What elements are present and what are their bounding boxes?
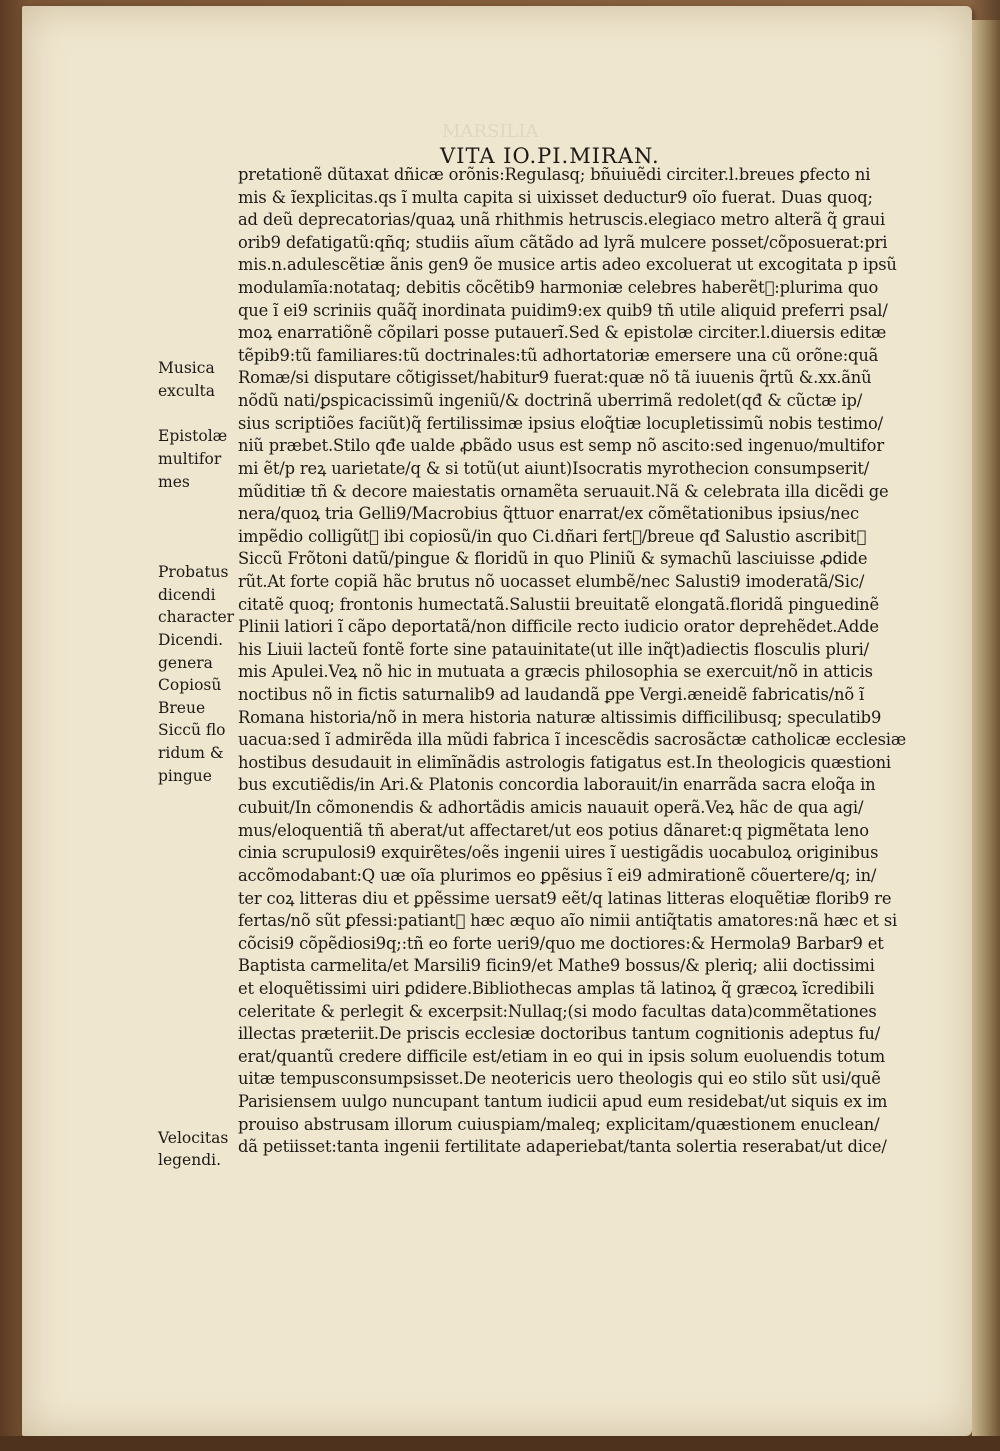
text-line: mis Apulei.Veꝝ nõ hic in mutuata a græcis philosophia se exercuit/nõ in atticis xyxy=(238,662,873,682)
margin-note: Musica xyxy=(158,359,215,378)
text-line: Plinii latiori ĩ cãpo deportatã/non difficile recto iudicio orator deprehẽdet.Adde xyxy=(238,617,879,637)
text-line: Romana historia/nõ in mera historia naturæ altissimis difficilibusq; speculatib9 xyxy=(238,707,882,727)
margin-note: Probatus xyxy=(158,563,229,582)
text-line: et eloquẽtissimi uiri ꝑdidere.Bibliothecas amplas tã latinoꝝ q̃ græcoꝝ ĩcredibili xyxy=(238,978,875,998)
text-line: impẽdio colligũtᷣ ibi copiosũ/in quo Ci.dñari fertᷣ/breue qđ Salustio ascribitᷣ xyxy=(238,526,867,546)
margin-note: Copiosũ xyxy=(158,676,222,695)
text-line: modulamĩa:notataq; debitis cõcẽtib9 harmoniæ celebres haberẽtᷣ:plurima quo xyxy=(238,278,879,298)
text-line: prouiso abstrusam illorum cuiuspiam/maleq; explicitam/quæstionem enuclean/ xyxy=(238,1114,880,1134)
text-line: orib9 defatigatũ:qñq; studiis aĩum cãtãdo ad lyrã mulcere posset/cõposuerat:pri xyxy=(238,232,888,252)
text-line: mus/eloquentiã tñ aberat/ut affectaret/ut eos potius dãnaret:q pigmẽtata leno xyxy=(238,820,869,840)
text-line: Siccũ Frõtoni datũ/pingue & floridũ in quo Pliniũ & symachũ lasciuisse ꝓdide xyxy=(238,549,868,569)
margin-note: mes xyxy=(158,472,190,491)
text-line: fertas/nõ sũt ꝑfessi:patiantᷣ hæc æquo aĩo nimii antiq̃tatis amatores:nã hæc et si xyxy=(238,911,898,931)
bottom-shadow xyxy=(0,1436,1000,1451)
margin-note: ridum & xyxy=(158,744,224,763)
text-line: hostibus desudauit in elimĩnãdis astrologis fatigatus est.In theologicis quæstioni xyxy=(238,752,891,772)
text-line: niũ præbet.Stilo qđe ualde ꝓbãdo usus est semp nõ ascito:sed ingenuo/multifor xyxy=(238,436,884,456)
text-line: ad deũ deprecatorias/quaꝝ unã rhithmis hetruscis.elegiaco metro alterã q̃ graui xyxy=(238,210,886,230)
text-line: uacua:sed ĩ admirẽda illa mũdi fabrica ĩ incescẽdis sacrosãctæ catholicæ ecclesiæ xyxy=(238,730,906,750)
text-line: celeritate & perlegit & excerpsit:Nullaq;(si modo facultas data)commẽtationes xyxy=(238,1001,877,1021)
margin-note: genera xyxy=(158,653,213,672)
text-line: mi ẽt/p reꝝ uarietate/q & si totũ(ut aiunt)Isocratis myrothecion consumpserit/ xyxy=(238,458,870,478)
margin-note: Epistolæ xyxy=(158,427,228,446)
text-line: moꝝ enarratiõnẽ cõpilari posse putauerĩ.Sed & epistolæ circiter.l.diuersis editæ xyxy=(238,323,887,343)
text-line: uitæ tempusconsumpsisset.De neotericis uero theologis qui eo stilo sũt usi/quẽ xyxy=(238,1069,881,1089)
text-line: cubuit/In cõmonendis & adhortãdis amicis nauauit operã.Veꝝ hãc de qua agi/ xyxy=(238,798,864,818)
margin-note: dicendi xyxy=(158,585,216,604)
text-line: tẽpib9:tũ familiares:tũ doctrinales:tũ adhortatoriæ emersere una cũ orõne:quã xyxy=(238,345,879,365)
text-line: Romæ/si disputare cõtigisset/habitur9 fuerat:quæ nõ tã iuuenis q̃rtũ &.xx.ãnũ xyxy=(238,368,872,388)
text-line: illectas præteriit.De priscis ecclesiæ doctoribus tantum cognitionis adeptus fu/ xyxy=(238,1024,881,1044)
text-line: cõcisi9 cõpẽdiosi9q;:tñ eo forte ueri9/quo me doctiores:& Hermola9 Barbar9 et xyxy=(238,933,884,953)
text-line: nõdũ nati/ꝑspicacissimũ ingeniũ/& doctrinã uberrimã redolet(qđ & cũctæ ip/ xyxy=(238,391,863,411)
text-line: Parisiensem uulgo nuncupant tantum iudicii apud eum residebat/ut siquis ex im xyxy=(238,1091,888,1111)
margin-note: Velocitas xyxy=(158,1128,229,1147)
text-line: mis.n.adulescẽtiæ ãnis gen9 õe musice artis adeo excoluerat ut excogitata p ipsũ xyxy=(238,255,897,275)
margin-note: exculta xyxy=(158,382,216,401)
margin-note: pingue xyxy=(158,766,212,785)
body-text xyxy=(238,164,960,1159)
text-line: accõmodabant:Q uæ oĩa plurimos eo ꝑpẽsius ĩ ei9 admirationẽ cõuertere/q; in/ xyxy=(238,865,877,885)
text-line: que ĩ ei9 scriniis quãq̃ inordinata puidim9:ex quib9 tñ utile aliquid preferri psal/ xyxy=(238,300,888,320)
text-line: Baptista carmelita/et Marsili9 ficin9/et Mathe9 bossus/& pleriq; alii doctissimi xyxy=(238,956,875,976)
text-line: bus excutiẽdis/in Ari.& Platonis concordia laborauit/in enarrãda sacra eloq̃a in xyxy=(238,775,876,795)
text-line: mis & ĩexplicitas.qs ĩ multa capita si uixisset deductur9 oĩo fuerat. Duas quoq; xyxy=(238,187,873,207)
text-line: noctibus nõ in fictis saturnalib9 ad laudandã ꝑpe Vergi.æneidẽ fabricatis/nõ ĩ xyxy=(238,685,865,705)
text-line: cinia scrupulosi9 exquirẽtes/oẽs ingenii uires ĩ uestigãdis uocabuloꝝ originibus xyxy=(238,843,879,863)
margin-note: multifor xyxy=(158,449,222,468)
text-line: erat/quantũ credere difficile est/etiam in eo qui in ipsis solum euoluendis totum xyxy=(238,1046,885,1066)
running-head: VITA IO.PI.MIRAN. xyxy=(440,144,660,168)
text-line: his Liuii lacteũ fontẽ forte sine patauinitate(ut ille inq̃t)adiectis flosculis pluri/ xyxy=(238,639,870,659)
text-line: ter coꝝ litteras diu et ꝑpẽssime uersat9 eẽt/q latinas litteras eloquẽtiæ florib9 re xyxy=(238,888,892,908)
next-page-edge xyxy=(972,20,1000,1440)
text-line: sius scriptiões faciũt)q̃ fertilissimæ ipsius eloq̃tiæ locupletissimũ nobis testimo/ xyxy=(238,413,883,433)
text-line: nera/quoꝝ tria Gelli9/Macrobius q̃ttuor enarrat/ex cõmẽtationibus ipsius/nec xyxy=(238,504,859,524)
text-line: mũditiæ tñ & decore maiestatis ornamẽta seruauit.Nã & celebrata illa dicẽdi ge xyxy=(238,481,889,501)
margin-note: legendi. xyxy=(158,1151,222,1170)
text-line: dã petiisset:tanta ingenii fertilitate adaperiebat/tanta solertia reserabat/ut dice/ xyxy=(238,1137,887,1157)
margin-note: Siccũ flo xyxy=(158,721,226,740)
margin-note: Dicendi. xyxy=(158,630,224,649)
margin-note: Breue xyxy=(158,698,206,717)
margin-note: character xyxy=(158,608,235,627)
text-line: pretationẽ dũtaxat dñicæ orõnis:Regulasq; bñuiuẽdi circiter.l.breues ꝑfecto ni xyxy=(238,165,871,184)
text-line: rũt.At forte copiã hãc brutus nõ uocasset elumbẽ/nec Salusti9 imoderatã/Sic/ xyxy=(238,571,865,591)
text-line: citatẽ quoq; frontonis humectatã.Salustii breuitatẽ elongatã.floridã pinguedinẽ xyxy=(238,594,879,614)
